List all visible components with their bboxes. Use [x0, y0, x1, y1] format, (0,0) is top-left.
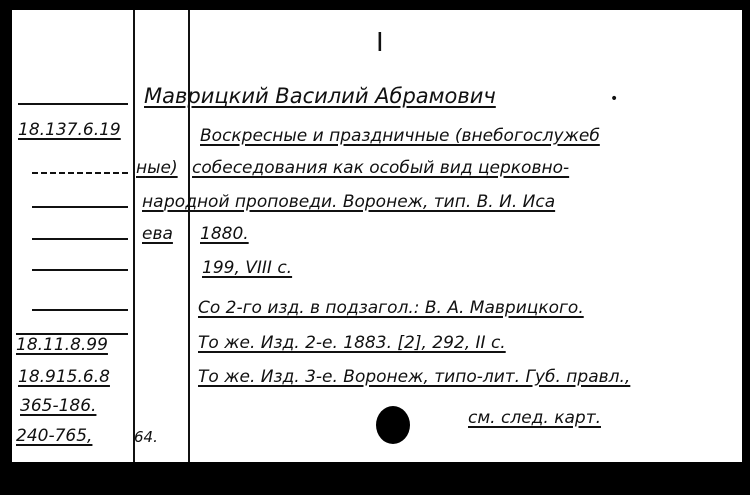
- title-line-overflow: ева: [142, 224, 173, 244]
- catalog-card: [12, 10, 742, 462]
- title-line-overflow: на: [142, 192, 164, 212]
- row-rule-left: [32, 206, 128, 208]
- shelfmark: 18.137.6.19: [18, 120, 121, 140]
- row-rule-left: [18, 103, 128, 105]
- row-rule-left: [32, 309, 128, 311]
- title-line: собеседования как особый вид церковно-: [192, 158, 570, 178]
- column-rule-2: [188, 10, 190, 462]
- shelfmark: 18.11.8.99: [16, 335, 108, 355]
- see-next-card: см. след. карт.: [468, 408, 601, 428]
- row-rule-dashed: [32, 172, 128, 174]
- scan-border: [0, 462, 750, 495]
- author-heading: Маврицкий Василий Абрамович: [144, 84, 496, 108]
- title-line-overflow: ные): [136, 158, 178, 178]
- shelfmark: 64.: [134, 428, 158, 446]
- edition-2: То же. Изд. 2-е. 1883. [2], 292, II с.: [198, 333, 506, 353]
- ink-blot: [376, 406, 410, 444]
- pagination: 199, VIII с.: [202, 258, 293, 278]
- card-number: I: [376, 28, 384, 58]
- row-rule-left: [32, 269, 128, 271]
- column-rule-1: [133, 10, 135, 462]
- shelfmark: 18.915.6.8: [18, 367, 110, 387]
- author-mark: •: [610, 91, 619, 107]
- shelfmark: 240-765,: [16, 426, 93, 446]
- title-line: 1880.: [200, 224, 249, 244]
- title-line: родной проповеди. Воронеж, тип. В. И. Иса: [164, 192, 556, 212]
- shelfmark: 365-186.: [20, 396, 97, 416]
- subtitle-note: Со 2-го изд. в подзагол.: В. А. Маврицкого.: [198, 298, 584, 318]
- row-rule-left: [32, 238, 128, 240]
- edition-3: То же. Изд. 3-е. Воронеж, типо-лит. Губ. правл.,: [198, 367, 631, 387]
- title-line: Воскресные и праздничные (внебогослужеб: [200, 126, 600, 146]
